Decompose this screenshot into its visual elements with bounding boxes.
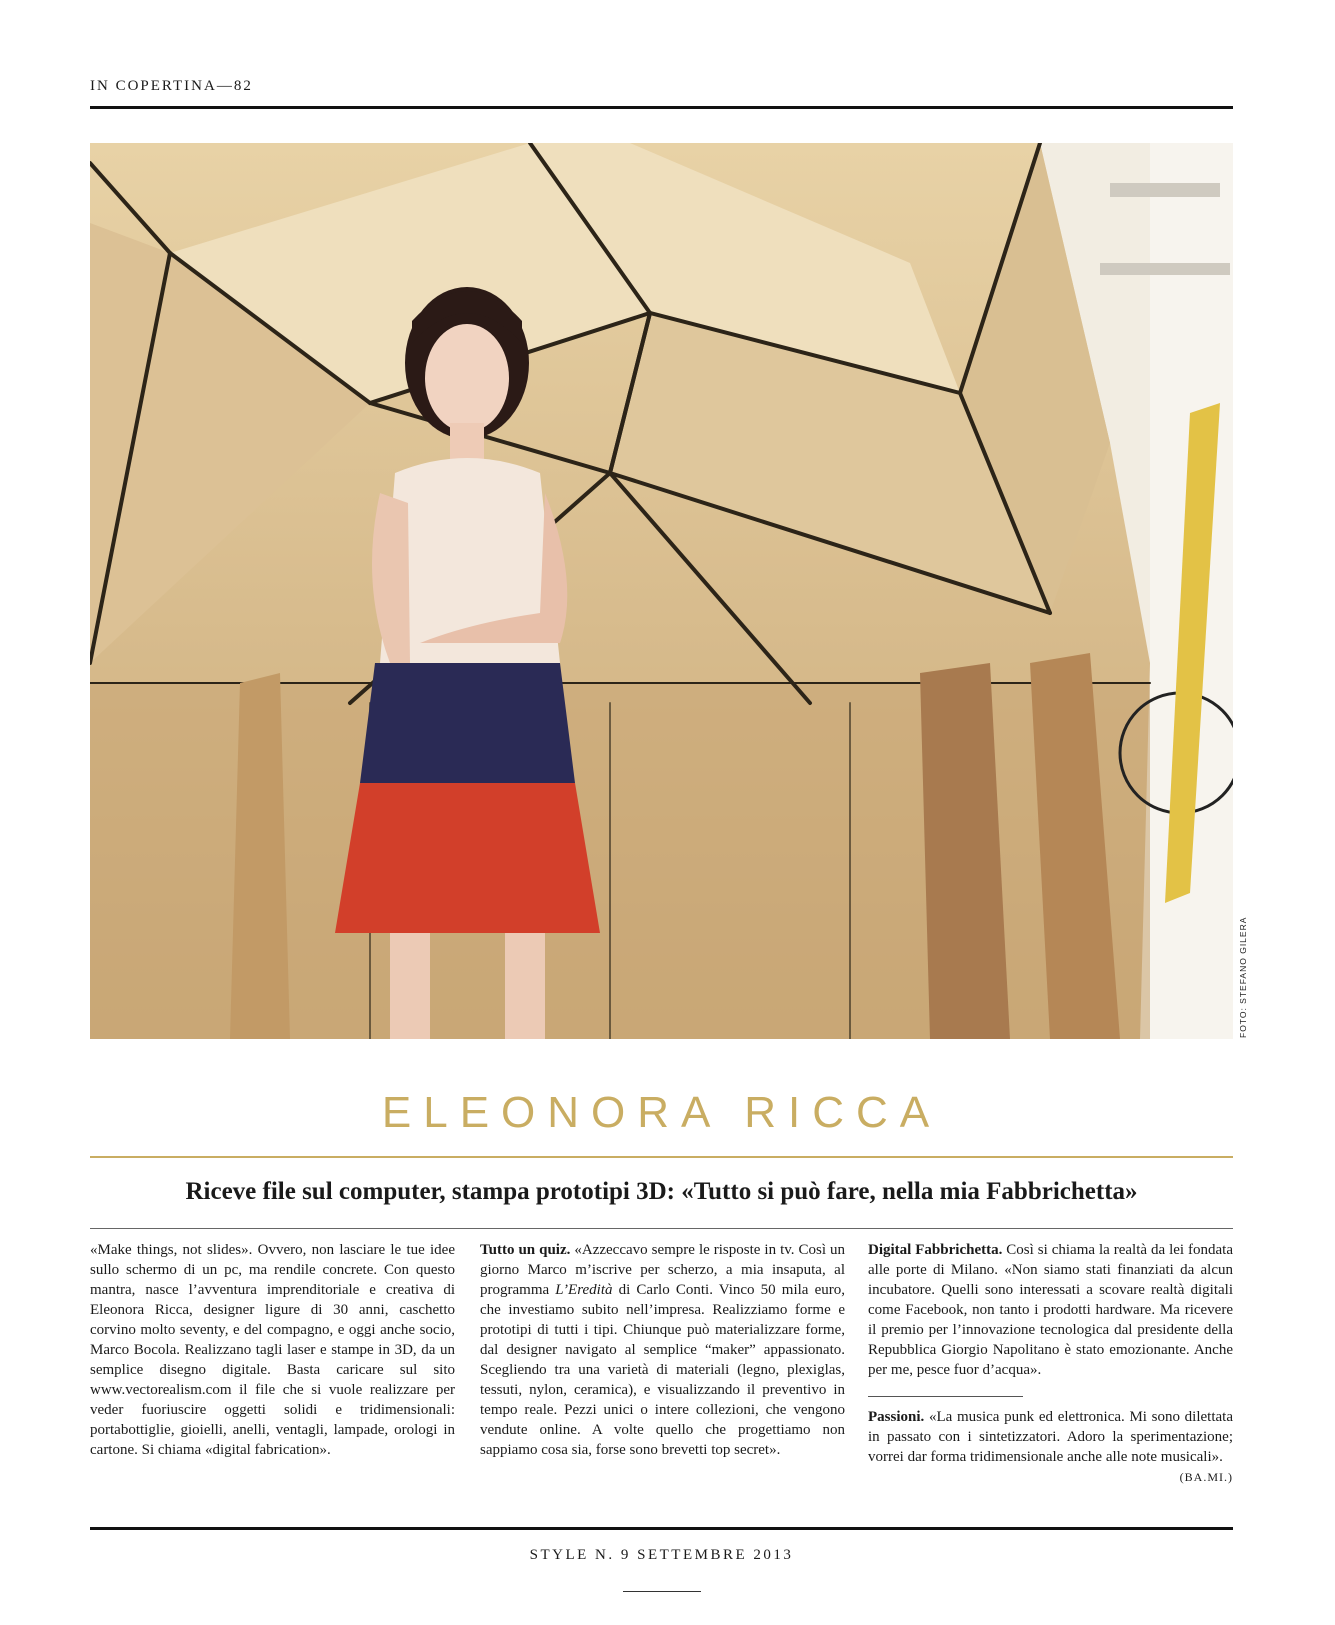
- footer-rule: [623, 1591, 701, 1592]
- article-subtitle: Riceve file sul computer, stampa prototipi 3D: «Tutto si può fare, nella mia Fabbrichetta»: [185, 1178, 1138, 1205]
- column-2-paragraph: [480, 1240, 845, 1460]
- author-signature: (BA.MI.): [1179, 1470, 1233, 1484]
- portrait-photo: [90, 143, 1233, 1039]
- photo-credit: FOTO: STEFANO GILERA: [1238, 916, 1248, 1038]
- gold-rule: [90, 1156, 1233, 1158]
- issue-footer: STYLE N. 9 SETTEMBRE 2013: [529, 1547, 794, 1563]
- section-header: IN COPERTINA—82: [90, 78, 253, 94]
- thin-rule: [90, 1228, 1233, 1229]
- column-3-paragraph-1: [868, 1240, 1233, 1380]
- column-2-text-b: di Carlo Conti. Vinco 50 mila euro, che investiamo subito nell’impresa. Realizziamo forme e prototipi di tutti i tipi. Chiunque può materializzare forme, dal designer navigato al semplice “maker” appassionato. Scegliendo tra una varietà di materiali (legno, plexiglas, tessuti, nylon, ceramica), e visualizzando il preventivo in tempo reale. Pezzi unici o intere collezioni, che vengono vendute online. A volte quello che progettiamo non sappiamo cosa sia, forse sono brevetti top secret».: [480, 1282, 845, 1458]
- column-3-text: Così si chiama la realtà da lei fondata alle porte di Milano. «Non siamo stati finanziati da alcun incubatore. Quelli sono interessati a scovare realtà digitali come Facebook, non tanto i prodotti hardware. Ma ricevere il premio per l’innovazione tecnologica dal presidente della Repubblica Giorgio Napolitano è stato emozionante. Anche per me, pesce fuor d’acqua».: [868, 1242, 1233, 1378]
- article-column-1: [90, 1240, 455, 1460]
- article-name-title: ELEONORA RICCA: [381, 1088, 942, 1137]
- bottom-rule: [90, 1527, 1233, 1530]
- column-3-lead: Digital Fabbrichetta.: [868, 1242, 1003, 1258]
- column-1-text: «Make things, not slides». Ovvero, non lasciare le tue idee sullo schermo di un pc, ma rendile concrete. Con questo mantra, nasce l’avventura imprenditoriale e creativa di Eleonora Ricca, designer ligure di 30 anni, caschetto corvino molto seventy, e del compagno, e oggi anche socio, Marco Bocola. Realizzano tagli laser e stampe in 3D, da un semplice disegno digitale. Basta caricare sul sito www.vectorealism.com il file che si vuole realizzare per veder fuoriuscire oggetti solidi e tridimensionali: portabottiglie, gioielli, anelli, ventagli, lampade, orologi in cartone. Si chiama «digital fabrication».: [90, 1242, 455, 1458]
- column-2-text-a: «Azzeccavo sempre le risposte in tv. Così un giorno Marco m’iscrive per scherzo, a mia insaputa, al programma: [480, 1242, 846, 1298]
- column-divider: [868, 1396, 1023, 1397]
- article-column-3: [868, 1240, 1233, 1487]
- top-rule: [90, 106, 1233, 109]
- column-3-paragraph-2: [868, 1407, 1233, 1484]
- article-column-2: [480, 1240, 845, 1460]
- column-3b-text: «La musica punk ed elettronica. Mi sono dilettata in passato con i sintetizzatori. Adoro la sperimentazione; vorrei dar forma tridimensionale anche alle note musicali».: [868, 1409, 1233, 1465]
- column-2-lead: Tutto un quiz.: [480, 1242, 571, 1258]
- column-3b-lead: Passioni.: [868, 1409, 925, 1425]
- photo-illustration: [90, 143, 1233, 1039]
- column-2-show-title: L’Eredità: [555, 1282, 613, 1298]
